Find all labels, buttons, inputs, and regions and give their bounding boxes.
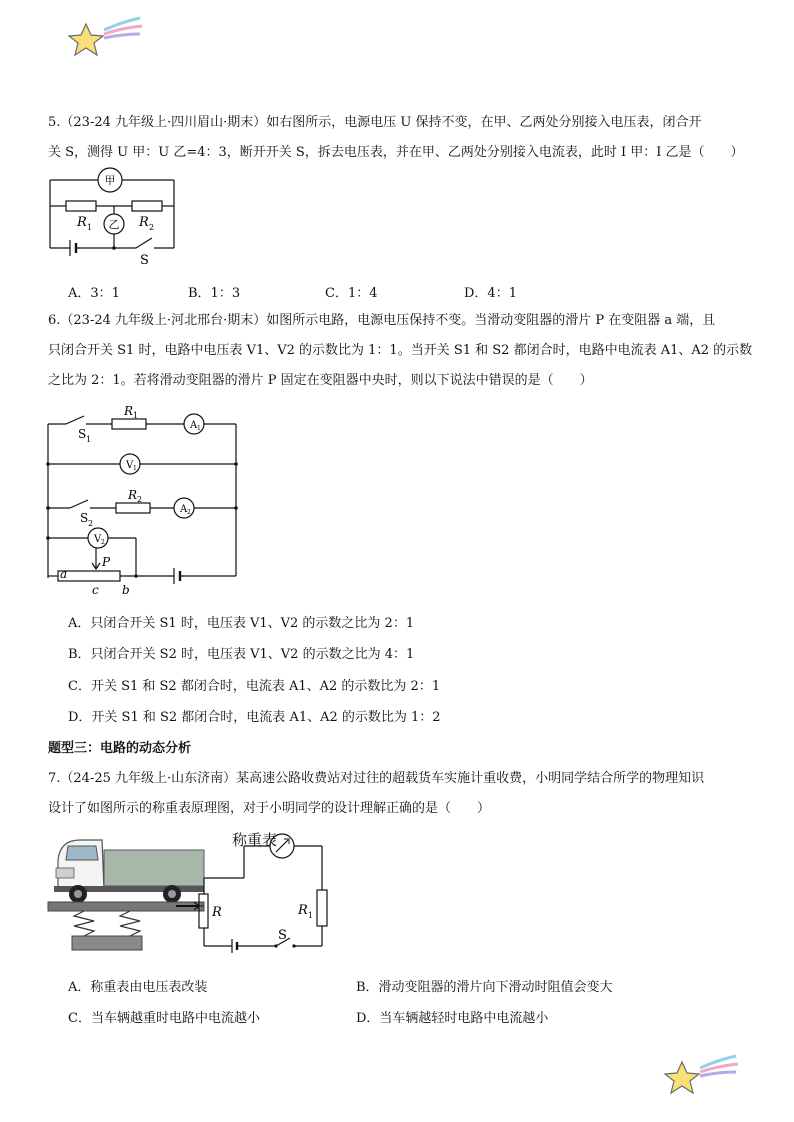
q6-a1-sub: 1	[197, 425, 201, 432]
q5-option-a[interactable]: A．3：1	[68, 286, 120, 301]
truck-icon	[54, 840, 204, 903]
q5-r2-sub: 2	[149, 223, 155, 232]
q6-end-a-label: a	[60, 567, 68, 581]
q6-r1-sub: 1	[133, 411, 139, 420]
q6-line3: 之比为 2：1。若将滑动变阻器的滑片 P 固定在变阻器中央时，则以下说法中错误的是（ ）	[48, 373, 593, 388]
q7-option-c[interactable]: C．当车辆越重时电路中电流越小	[68, 1011, 260, 1026]
question-7-text	[48, 764, 753, 824]
star-decoration-icon	[660, 1052, 740, 1096]
section-heading: 题型三：电路的动态分析	[48, 741, 192, 756]
q6-a2-sub: 2	[187, 509, 191, 516]
q7-r1-label: R	[298, 903, 308, 918]
q6-r1-label: R	[124, 404, 134, 418]
question-5-text	[48, 108, 753, 168]
q7-option-a[interactable]: A．称重表由电压表改装	[68, 980, 208, 995]
q6-v2-label: V	[94, 534, 102, 545]
star-decoration-icon	[64, 14, 144, 58]
q6-slider-p-label: P	[102, 555, 111, 569]
q5-jia-meter-label: 甲	[104, 174, 116, 187]
q6-v1-sub: 1	[133, 465, 137, 472]
question-6-text	[48, 306, 753, 396]
q6-s2-sub: 2	[88, 519, 94, 528]
q5-switch-label: S	[140, 253, 149, 268]
q6-r2-label: R	[128, 488, 138, 502]
q6-end-b-label: b	[122, 583, 130, 597]
q7-switch-label: S	[278, 928, 287, 943]
q7-line2: 设计了如图所示的称重表原理图，对于小明同学的设计理解正确的是（ ）	[48, 801, 491, 816]
q5-option-c[interactable]: C．1：4	[325, 286, 378, 301]
q5-line2: 关 S，测得 U 甲：U 乙=4：3，断开开关 S，拆去电压表，并在甲、乙两处分别接入电流表，此时 I 甲：I 乙是（ ）	[48, 145, 744, 160]
q6-v1-label: V	[126, 460, 134, 471]
q6-s1-label: S	[78, 427, 87, 441]
q7-r1-sub: 1	[308, 911, 314, 920]
q6-line1: 6.（23-24 九年级上·河北邢台·期末）如图所示电路，电源电压保持不变。当滑动变阻器的滑片 P 在变阻器 a 端，且	[48, 313, 716, 328]
q6-option-c[interactable]: C．开关 S1 和 S2 都闭合时，电流表 A1、A2 的示数比为 2：1	[68, 679, 441, 694]
q6-a2-label: A	[180, 504, 188, 515]
q7-option-d[interactable]: D．当车辆越轻时电路中电流越小	[356, 1011, 549, 1026]
q6-v2-sub: 2	[101, 539, 105, 546]
q5-yi-meter-label: 乙	[108, 218, 120, 231]
q6-a1-label: A	[190, 420, 198, 431]
q5-option-b[interactable]: B．1：3	[188, 286, 241, 301]
q6-r2-sub: 2	[137, 495, 143, 504]
q5-r1-label: R	[77, 215, 87, 230]
q7-option-b[interactable]: B．滑动变阻器的滑片向下滑动时阻值会变大	[356, 980, 613, 995]
q6-s2-label: S	[80, 511, 89, 525]
q7-meter-label: 称重表	[232, 831, 278, 849]
q6-circuit-diagram	[44, 402, 254, 598]
q7-circuit-diagram	[44, 828, 344, 964]
q7-line1: 7.（24-25 九年级上·山东济南）某高速公路收费站对过往的超载货车实施计重收费，小明同学结合所学的物理知识	[48, 771, 705, 786]
q6-line2: 只闭合开关 S1 时，电路中电压表 V1、V2 的示数比为 1：1。当开关 S1 和 S2 都闭合时，电路中电流表 A1、A2 的示数	[48, 343, 753, 358]
q5-r1-sub: 1	[87, 223, 93, 232]
q5-r2-label: R	[139, 215, 149, 230]
q6-s1-sub: 1	[86, 435, 92, 444]
q5-circuit-diagram	[44, 164, 184, 268]
q6-mid-c-label: c	[92, 583, 99, 597]
q7-r-label: R	[212, 905, 222, 920]
q5-option-d[interactable]: D．4：1	[464, 286, 517, 301]
q6-option-d[interactable]: D．开关 S1 和 S2 都闭合时，电流表 A1、A2 的示数比为 1：2	[68, 710, 441, 725]
q5-line1: 5.（23-24 九年级上·四川眉山·期末）如右图所示，电源电压 U 保持不变，在甲、乙两处分别接入电压表，闭合开	[48, 115, 702, 130]
q6-option-a[interactable]: A．只闭合开关 S1 时，电压表 V1、V2 的示数之比为 2：1	[68, 616, 415, 631]
q6-option-b[interactable]: B．只闭合开关 S2 时，电压表 V1、V2 的示数之比为 4：1	[68, 647, 415, 662]
